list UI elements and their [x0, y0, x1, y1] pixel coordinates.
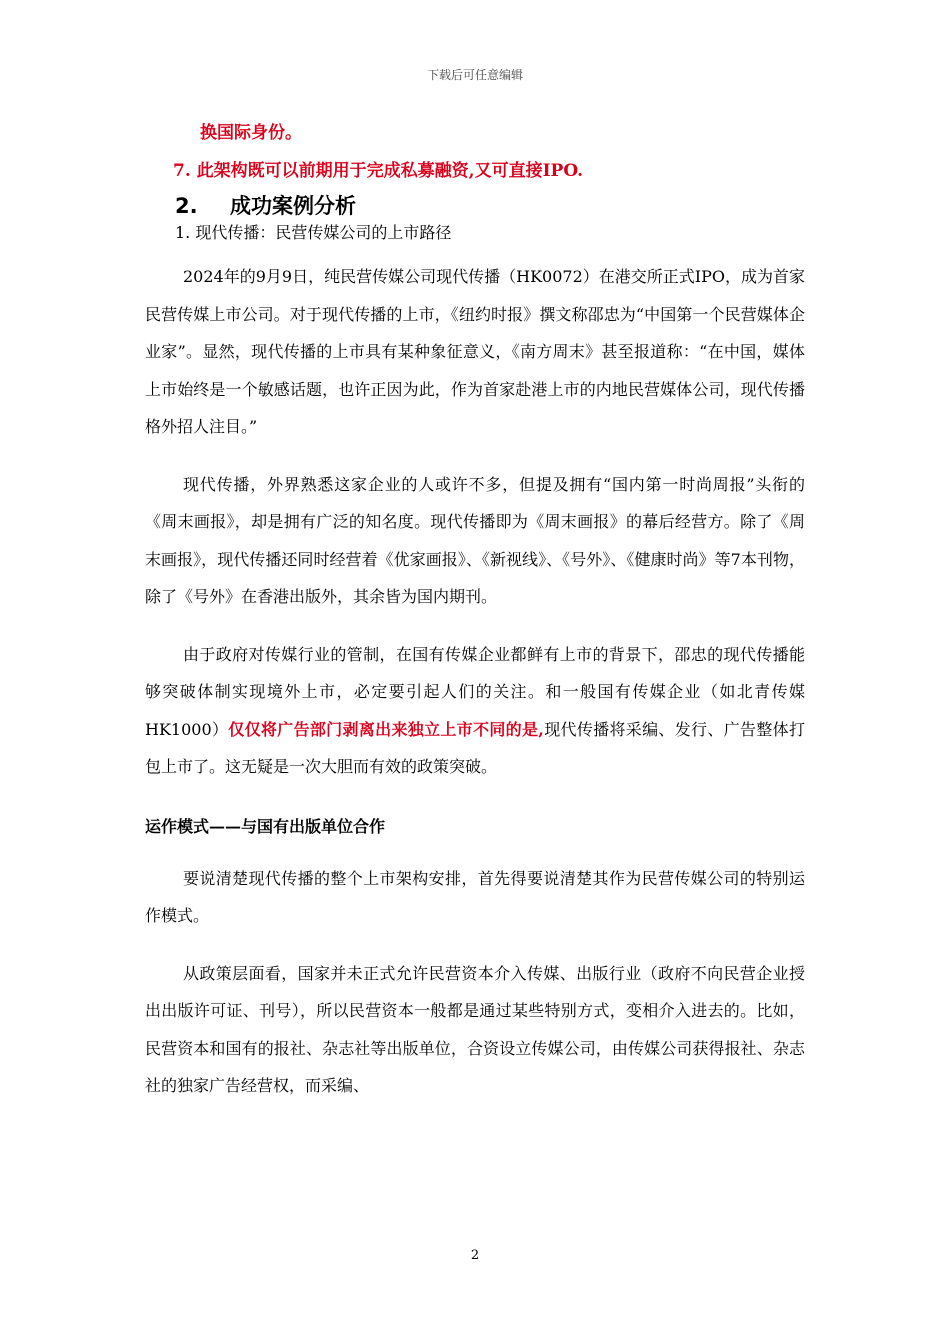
subsection-heading: 1. 现代传播：民营传媒公司的上市路径: [175, 223, 452, 242]
list-item-7: [145, 158, 805, 184]
subheading-operation-mode: 运作模式——与国有出版单位合作: [145, 816, 386, 836]
paragraph-3-part-c: 现代传播将采编、发行、广告整体打包上市了。这无疑是一次大胆而有效的政策突破。: [145, 719, 805, 776]
page-header: 下载后可任意编辑: [426, 68, 523, 82]
paragraph-1: 2024年的9月9日，纯民营传媒公司现代传播（HK0072）在港交所正式IPO，成为首家民营传媒上市公司。对于现代传播的上市，《纽约时报》撰文称邵忠为“中国第一个民营媒体企业家”。显然，现代传播的上市具有某种象征意义，《南方周末》甚至报道称：“在中国，媒体上市始终是一个敏感话题，也许正因为此，作为首家赴港上市的内地民营媒体公司，现代传播格外招人注目。”: [145, 267, 805, 436]
paragraph-3-emphasis: 仅仅将广告部门剥离出来独立上市不同的是,: [228, 719, 544, 739]
paragraph-4: 要说清楚现代传播的整个上市架构安排，首先得要说清楚其作为民营传媒公司的特别运作模式。: [145, 868, 805, 925]
section-title: 成功案例分析: [230, 194, 356, 218]
list-item-continuation: 换国际身份。: [200, 123, 302, 143]
section-heading: [145, 192, 805, 220]
paragraph-3: [145, 636, 805, 786]
document-body: [145, 120, 805, 1105]
paragraph-2: 现代传播，外界熟悉这家企业的人或许不多，但提及拥有“国内第一时尚周报”头衔的《周末画报》，却是拥有广泛的知名度。现代传播即为《周末画报》的幕后经营方。除了《周末画报》，现代传播还同时经营着《优家画报》、《新视线》、《号外》、《健康时尚》等7本刊物，除了《号外》在香港出版外，其余皆为国内期刊。: [145, 474, 805, 606]
page-number: 2: [470, 1248, 480, 1263]
paragraph-5: 从政策层面看，国家并未正式允许民营资本介入传媒、出版行业（政府不向民营企业授出出版许可证、刊号），所以民营资本一般都是通过某些特别方式，变相介入进去的。比如，民营资本和国有的报社、杂志社等出版单位，合资设立传媒公司，由传媒公司获得报社、杂志社的独家广告经营权，而采编、: [145, 963, 805, 1095]
paragraph-3-part-a: 由于政府对传媒行业的管制，在国有传媒企业都鲜有上市的背景下，邵忠的现代传播能够突破体制实现境外上市，必定要引起人们的关注。和一般国有传媒企业（如北青传媒HK1000）: [145, 644, 805, 739]
list-text: 此架构既可以前期用于完成私募融资,又可直接IPO.: [196, 161, 584, 181]
section-number: 2.: [175, 194, 198, 218]
list-number: 7.: [173, 161, 191, 181]
